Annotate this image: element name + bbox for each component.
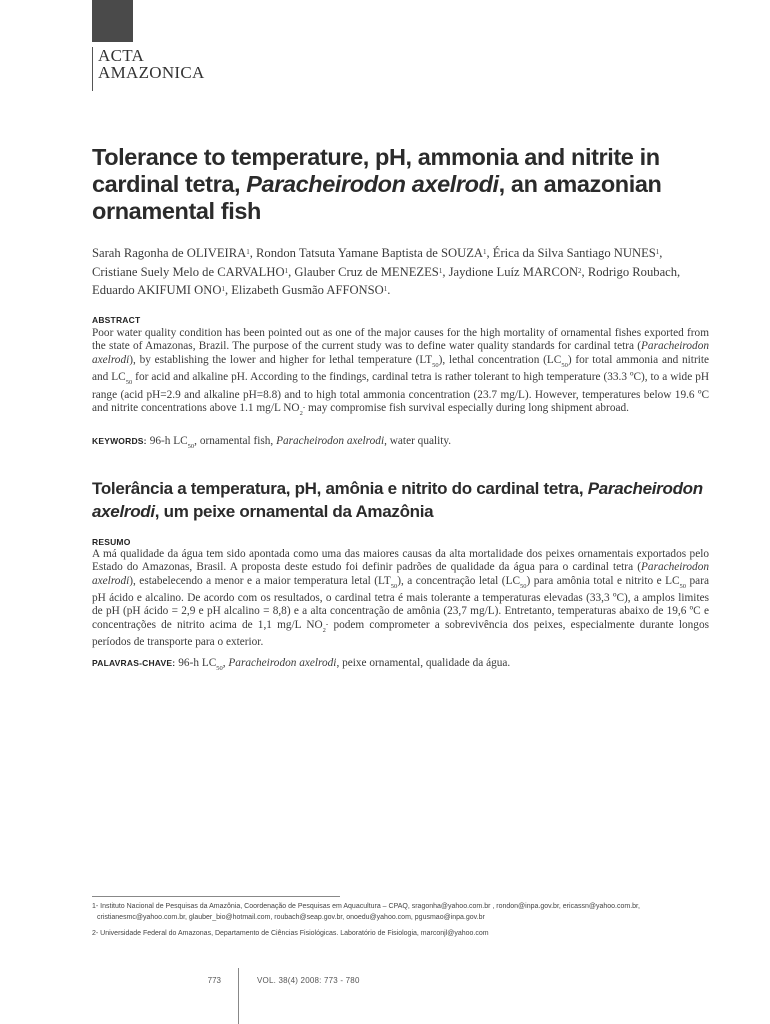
author: Eduardo AKIFUMI ONO$^1$,	[92, 283, 232, 297]
resumo-text: A má qualidade da água tem sido apontada como uma das maiores causas da alta mortalidade dos peixes ornamentais exportados pelo Estado do Amazonas, Brasil. A proposta deste estudo foi definir padrões de qualidade da água para o cardinal tetra (Paracheirodon axelrodi), estabelecendo a menor e a maior temperatura letal $(LT_{50})$, a concentração letal $(LC_{50})$ para amônia total e nitrito e $LC_{50}$ para pH ácido e alcalino. De acordo com os resultados, o cardinal tetra é mais tolerante a temperaturas elevadas (33,3 ºC), a amplos limites de pH (pH ácido = 2,9 e pH alcalino = 8,8) e a alta concentração de amônia (23,7 mg/L). Entretanto, temperaturas abaixo de 19,6 ºC e concentrações de nitrito acima de 1,1 mg/L $NO_2^-$ podem comprometer a sobrevivência dos peixes, especialmente durante longos períodos de transporte para o exterior.	[92, 548, 709, 649]
title-species: Paracheirodon axelrodi	[246, 171, 499, 197]
keywords-pt-label: PALAVRAS-CHAVE:	[92, 658, 176, 668]
keywords-label: KEYWORDS:	[92, 436, 147, 446]
journal-logo	[92, 47, 205, 91]
resumo-label: RESUMO	[92, 537, 131, 547]
footnote-2: 2- Universidade Federal do Amazonas, Departamento de Ciências Fisiológicas. Laboratório de Fisiologia, marconjl@yahoo.com	[92, 930, 489, 937]
journal-logo-line2: AMAZONICA	[98, 63, 205, 82]
author-list	[92, 244, 692, 300]
keywords-pt: PALAVRAS-CHAVE: 96-h $LC_{50}$, Paracheirodon axelrodi, peixe ornamental, qualidade da água.	[92, 657, 511, 673]
keywords: KEYWORDS: 96-h $LC_{50}$, ornamental fish, Paracheirodon axelrodi, water quality.	[92, 435, 452, 451]
article-title-pt: Tolerância a temperatura, pH, amônia e nitrito do cardinal tetra, Paracheirodon axelrodi, um peixe ornamental da Amazônia	[92, 479, 703, 521]
title-part1: Tolerance to temperature, pH, ammonia and nitrite in cardinal tetra,	[92, 144, 660, 197]
footnote-1-line1: 1- Instituto Nacional de Pesquisas da Amazônia, Coordenação de Pesquisas em Aquacultura – CPAQ, sragonha@yahoo.com.br , rondon@inpa.gov.br, ericassn@yahoo.com.br,	[92, 903, 640, 910]
footnotes	[92, 901, 732, 939]
author: Glauber Cruz de MENEZES$^1$,	[294, 264, 449, 279]
footnote-divider	[92, 896, 340, 897]
volume-info: VOL. 38(4) 2008: 773 - 780	[257, 976, 360, 985]
abstract-label: ABSTRACT	[92, 315, 141, 325]
title-part2: , an amazonian ornamental fish	[92, 171, 662, 224]
page-number: 773	[207, 976, 221, 985]
author: Elizabeth Gusmão AFFONSO$^1$.	[231, 283, 391, 297]
author: Rondon Tatsuta Yamane Baptista de SOUZA$^1$,	[256, 246, 493, 260]
author: Cristiane Suely Melo de CARVALHO$^1$,	[92, 264, 295, 279]
journal-logo-line1: ACTA	[98, 46, 145, 65]
article-title	[92, 144, 712, 225]
author: Sarah Ragonha de OLIVEIRA$^1$,	[92, 246, 257, 260]
author: Érica da Silva Santiago NUNES$^1$,	[492, 246, 663, 260]
footer-divider	[238, 968, 239, 1024]
corner-color-block	[92, 0, 133, 42]
abstract-text: Poor water quality condition has been pointed out as one of the major causes for the high mortality of ornamental fishes exported from the state of Amazonas, Brazil. The purpose of the current study was to define water quality standards for cardinal tetra (Paracheirodon axelrodi), by establishing the lower and higher for lethal temperature $(LT_{50})$, lethal concentration $(LC_{50})$ for total ammonia and nitrite and $LC_{50}$ for acid and alkaline pH. According to the findings, cardinal tetra is rather tolerant to high temperature (33.3 ºC), to a wide pH range (acid pH=2.9 and alkaline pH=8.8) and to high total ammonia concentration (23.7 mg/L). However, temperatures below 19.6 ºC and nitrite concentrations above 1.1 mg/L $NO_2^-$ may compromise fish survival especially during long shipment abroad.	[92, 327, 709, 418]
author: Rodrigo Roubach,	[587, 264, 681, 279]
author: Jaydione Luíz MARCON$^2$,	[448, 264, 588, 279]
footnote-1-line2: cristianesmc@yahoo.com.br, glauber_bio@hotmail.com, roubach@seap.gov.br, onoedu@yahoo.com, pgusmao@inpa.gov.br	[97, 914, 485, 921]
